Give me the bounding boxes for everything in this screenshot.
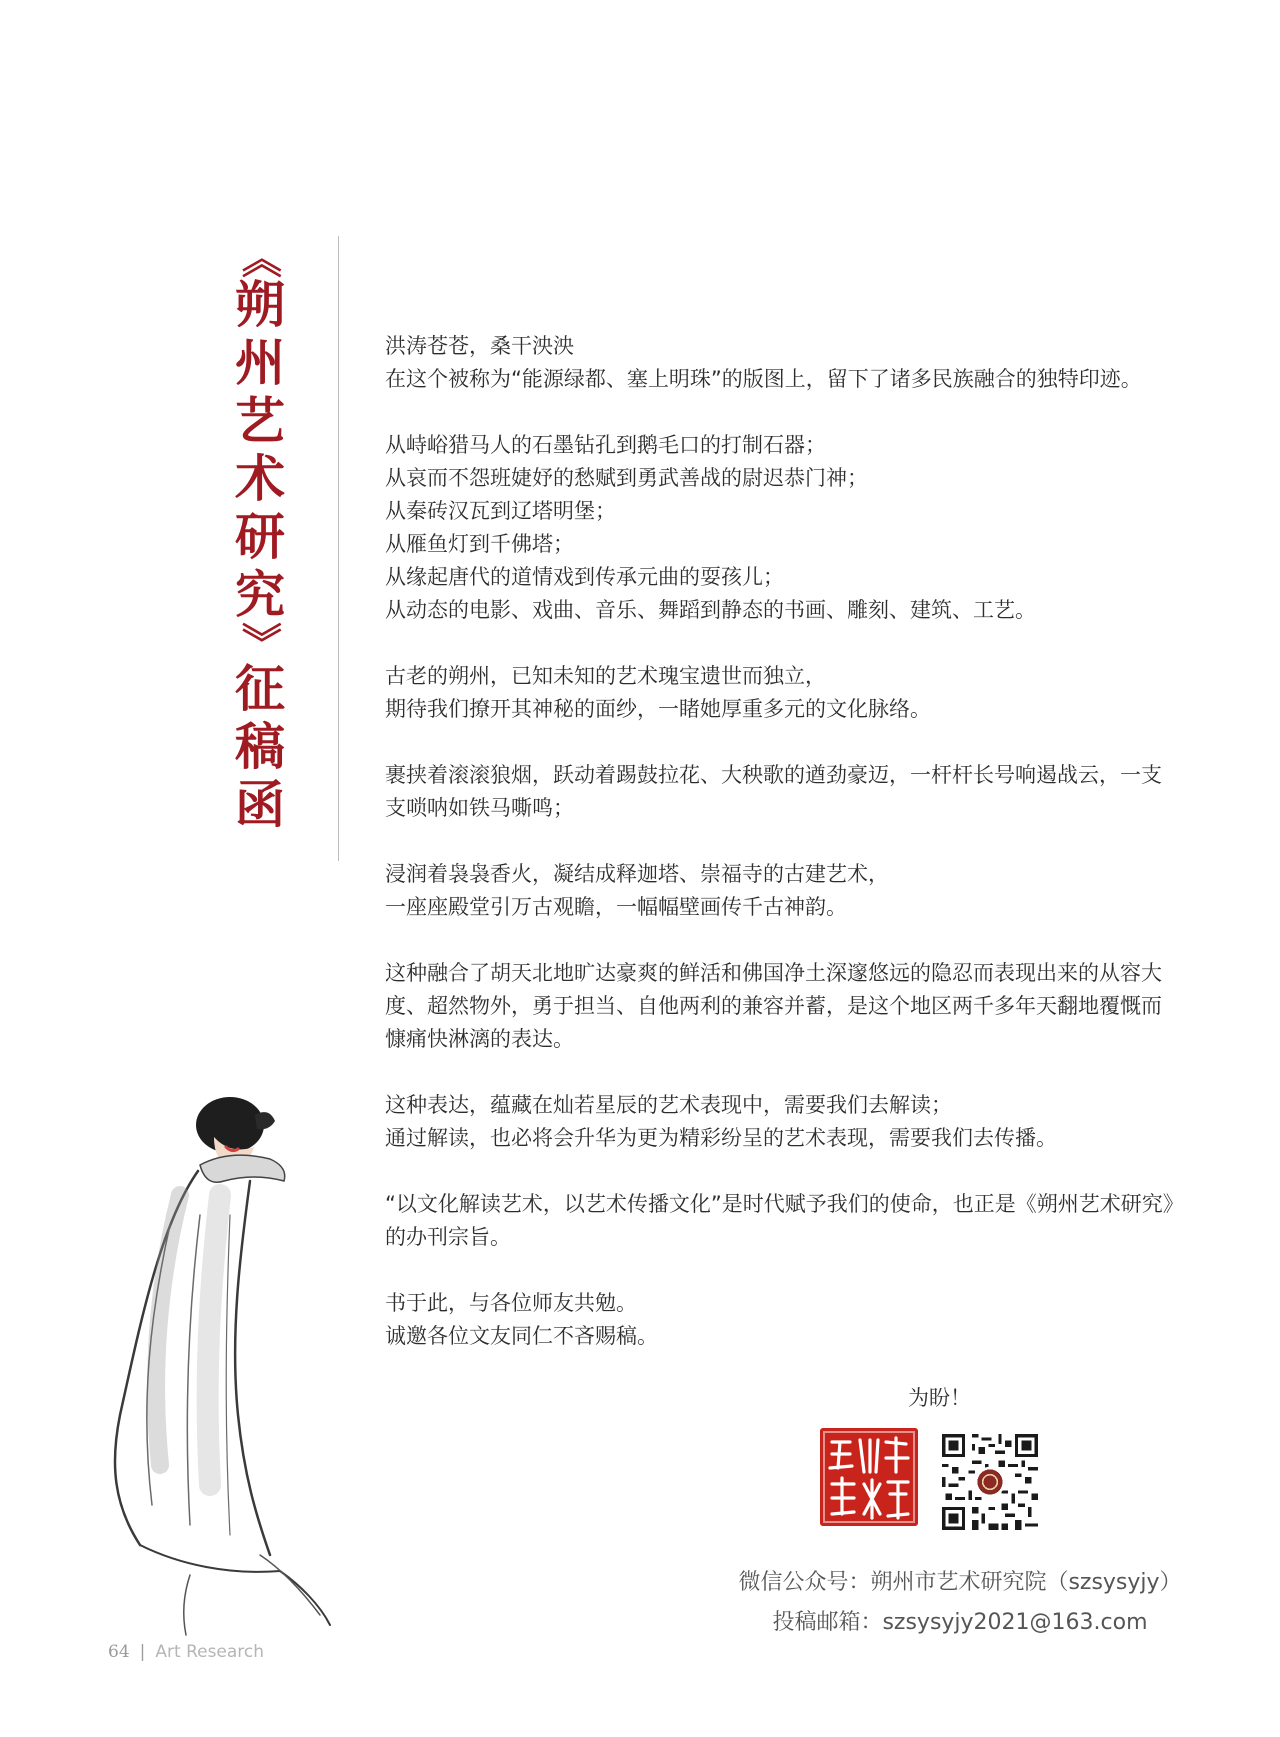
title-char: 稿: [235, 717, 285, 776]
title-char: 究: [235, 565, 285, 624]
paragraph: [385, 759, 1175, 825]
title-char: 朔: [235, 275, 285, 334]
vertical-divider: [338, 236, 339, 861]
title-char: 州: [235, 333, 285, 392]
paragraph: [385, 1287, 1175, 1353]
text-line: 诚邀各位文友同仁不吝赐稿。: [385, 1324, 658, 1348]
text-line: 这种融合了胡天北地旷达豪爽的鲜活和佛国净土深邃悠远的隐忍而表现出来的从容大度、超然物外，勇于担当、自他两利的兼容并蓄，是这个地区两千多年天翻地覆慨而慷痛快淋漓的表达。: [385, 961, 1162, 1051]
paragraph: [385, 330, 1175, 396]
text-line: “以文化解读艺术，以艺术传播文化”是时代赋予我们的使命，也正是《朔州艺术研究》的办刊宗旨。: [385, 1192, 1174, 1249]
closing-remark: 为盼！: [908, 1386, 971, 1410]
text-line: 这种表达，蕴藏在灿若星辰的艺术表现中，需要我们去解读；: [385, 1093, 952, 1117]
footer-separator: |: [139, 1642, 146, 1662]
text-line: 古老的朔州，已知未知的艺术瑰宝遗世而独立，: [385, 664, 826, 688]
vertical-title: [228, 240, 292, 834]
paragraph: [385, 1089, 1175, 1155]
text-line: 裹挟着滚滚狼烟，跃动着踢鼓拉花、大秧歌的遒劲豪迈，一杆杆长号响遏战云，一支支唢呐如铁马嘶鸣；: [385, 763, 1162, 820]
paragraph: [385, 660, 1175, 726]
text-line: 从动态的电影、戏曲、音乐、舞蹈到静态的书画、雕刻、建筑、工艺。: [385, 598, 1036, 622]
title-char: 》: [237, 622, 284, 662]
text-line: 书于此，与各位师友共勉。: [385, 1291, 637, 1315]
paragraph: [385, 429, 1175, 627]
text-line: 一座座殿堂引万古观瞻，一幅幅壁画传千古神韵。: [385, 895, 847, 919]
page-footer: [108, 1642, 264, 1662]
title-char: 函: [235, 775, 285, 834]
text-line: 从峙峪猎马人的石墨钻孔到鹅毛口的打制石器；: [385, 433, 826, 457]
text-line: 从雁鱼灯到千佛塔；: [385, 532, 574, 556]
submission-email[interactable]: 投稿邮箱：szsysyjy2021@163.com: [772, 1610, 1148, 1635]
title-char: 《: [237, 238, 284, 278]
text-line: 浸润着袅袅香火，凝结成释迦塔、崇福寺的古建艺术，: [385, 862, 889, 886]
ink-figure-illustration: [80, 1085, 360, 1645]
letter-body: [385, 330, 1175, 1386]
page-number: 64: [108, 1642, 130, 1662]
text-line: 洪涛苍苍，桑干泱泱: [385, 334, 574, 358]
paragraph: [385, 1188, 1175, 1254]
journal-name: Art Research: [155, 1642, 265, 1662]
text-line: 期待我们撩开其神秘的面纱，一睹她厚重多元的文化脉络。: [385, 697, 931, 721]
paragraph: [385, 957, 1175, 1056]
red-seal-icon: [820, 1428, 918, 1526]
title-char: 征: [235, 659, 285, 718]
text-line: 从哀而不怨班婕妤的愁赋到勇武善战的尉迟恭门神；: [385, 466, 868, 490]
title-char: 术: [235, 449, 285, 508]
qr-code-icon: [942, 1434, 1038, 1530]
text-line: 通过解读，也必将会升华为更为精彩纷呈的艺术表现，需要我们去传播。: [385, 1126, 1057, 1150]
paragraph: [385, 858, 1175, 924]
wechat-account: 微信公众号：朔州市艺术研究院（szsysyjy）: [738, 1570, 1182, 1595]
text-line: 从秦砖汉瓦到辽塔明堡；: [385, 499, 616, 523]
title-char: 研: [235, 507, 285, 566]
text-line: 在这个被称为“能源绿都、塞上明珠”的版图上，留下了诸多民族融合的独特印迹。: [385, 367, 1142, 391]
text-line: 从缘起唐代的道情戏到传承元曲的耍孩儿；: [385, 565, 784, 589]
title-char: 艺: [235, 391, 285, 450]
